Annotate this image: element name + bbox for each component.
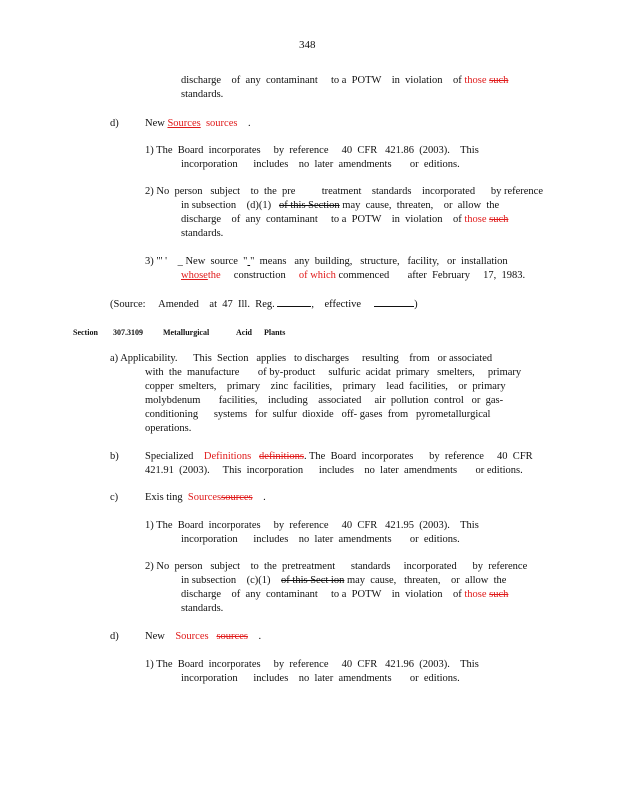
text: Specialized (145, 451, 194, 462)
subsection-label: c) (110, 492, 119, 503)
deleted-text: sources (205, 118, 238, 129)
inserted-text: of which (298, 270, 336, 281)
text: in subsection (c)(1) (181, 575, 271, 586)
paragraph-line: 2) No person subject to the pretreatment standards incorporated by reference (145, 561, 528, 572)
paragraph-line: 2) No person subject to the pre treatment standards incorporated by reference (145, 186, 543, 197)
subsection-heading (145, 491, 266, 505)
text: construction (233, 270, 286, 281)
deleted-text: such (489, 75, 509, 86)
text: discharge of any contaminant to a POTW in violation of (181, 589, 465, 600)
paragraph-line: standards. (181, 603, 224, 614)
text: discharge of any contaminant to a POTW in violation of (181, 214, 465, 225)
text: . The Board incorporates by reference 40 CFR (303, 451, 533, 462)
section-title-word: Metallurgical (163, 328, 210, 337)
continuation-line-1 (181, 74, 508, 88)
paragraph-line: standards. (181, 228, 224, 239)
paragraph-line: incorporation includes no later amendments or editions. (181, 673, 460, 684)
paragraph-line: incorporation includes no later amendments or editions. (181, 159, 460, 170)
paragraph-line (181, 199, 499, 213)
section-title-word: Plants (264, 328, 286, 337)
paragraph-line: with the manufacture of by-product sulfuric acidat primary smelters, primary (145, 367, 522, 378)
deleted-text: such (489, 214, 509, 225)
paragraph-line: operations. (145, 423, 192, 434)
text: commenced after February 17, 1983. (338, 270, 526, 281)
text: in subsection (d)(1) (181, 200, 272, 211)
text: , effective (311, 299, 362, 310)
section-number: 307.3109 (113, 328, 143, 337)
text: " means any building, structure, facility, or installation (250, 256, 508, 267)
inserted-text: Sources (167, 118, 201, 129)
blank-field (277, 297, 311, 307)
paragraph-line (181, 574, 506, 588)
inserted-text: those (464, 589, 487, 600)
paragraph-line: 1) The Board incorporates by reference 40 CFR 421.86 (2003). This (145, 145, 479, 156)
inserted-text: Sources (187, 492, 222, 503)
deleted-text: the (207, 270, 221, 281)
paragraph-line: incorporation includes no later amendments or editions. (181, 534, 460, 545)
blank-field (374, 297, 414, 307)
paragraph-line (181, 588, 508, 602)
section-title-word: Acid (236, 328, 252, 337)
text: ) (414, 299, 418, 310)
text: may cause, threaten, or allow the (342, 200, 500, 211)
deleted-text: such (489, 589, 509, 600)
paragraph-line (181, 213, 508, 227)
page-number: 348 (299, 39, 316, 51)
deleted-text: definitions (259, 451, 304, 462)
paragraph-line: 421.91 (2003). This incorporation includes no later amendments or editions. (145, 465, 523, 476)
text: _ New source " (177, 256, 248, 267)
deleted-text: of this Sect ion (281, 575, 345, 586)
paragraph-line: conditioning systems for sulfur dioxide off- gases from pyrometallurgical (145, 409, 491, 420)
text: . (258, 631, 262, 642)
inserted-text: Definitions (203, 451, 252, 462)
subsection-label: d) (110, 631, 119, 642)
deleted-text: of this Section (278, 200, 340, 211)
subsection-heading (145, 117, 251, 131)
paragraph-line (181, 269, 525, 283)
paragraph-line: a) Applicability. This Section applies to discharges resulting from or associated (110, 353, 493, 364)
text: discharge of any contaminant to a POTW in violation of (181, 75, 465, 86)
source-note (110, 297, 418, 312)
paragraph-line: 1) The Board incorporates by reference 40 CFR 421.95 (2003). This (145, 520, 479, 531)
inserted-text: whose (181, 270, 208, 281)
text: 3) "' ' (145, 256, 168, 267)
deleted-text: sources (221, 492, 253, 503)
section-label: Section (73, 328, 98, 337)
text: may cause, threaten, or allow the (346, 575, 507, 586)
subsection-label: d) (110, 118, 119, 129)
text: . (247, 118, 251, 129)
text: (Source: Amended at 47 Ill. Reg. (110, 299, 275, 310)
paragraph-line (145, 450, 533, 464)
continuation-line-2: standards. (181, 89, 224, 100)
text: . (263, 492, 266, 503)
inserted-text: Sources (175, 631, 209, 642)
subsection-heading (145, 630, 261, 644)
subsection-label: b) (110, 451, 119, 462)
text: Exis ting (145, 492, 183, 503)
paragraph-line (145, 255, 508, 269)
deleted-text: sources (216, 631, 248, 642)
inserted-text: those (464, 75, 487, 86)
text: New (145, 118, 165, 129)
paragraph-line: molybdenum facilities, including associated air pollution control or gas- (145, 395, 504, 406)
text: New (145, 631, 165, 642)
paragraph-line: 1) The Board incorporates by reference 40 CFR 421.96 (2003). This (145, 659, 479, 670)
inserted-text: those (464, 214, 487, 225)
paragraph-line: copper smelters, primary zinc facilities, primary lead facilities, or primary (145, 381, 506, 392)
